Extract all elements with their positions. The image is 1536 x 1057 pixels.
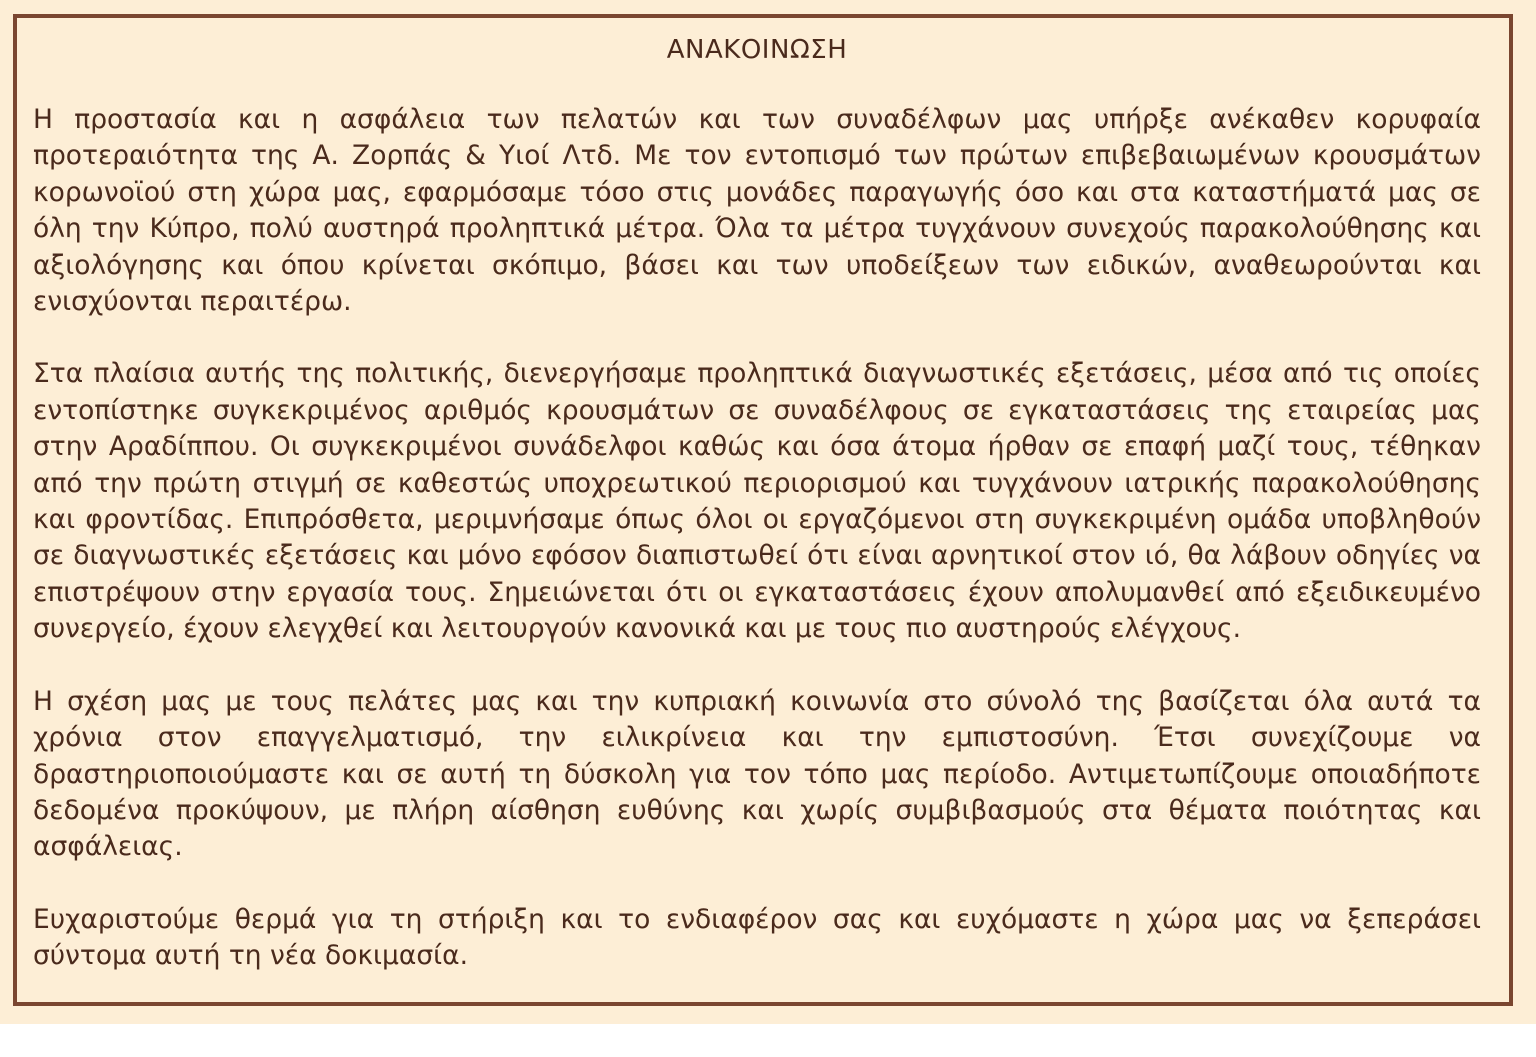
announcement-title: ΑΝΑΚΟΙΝΩΣΗ [666, 35, 848, 65]
paragraph-2: Στα πλαίσια αυτής της πολιτικής, διενεργήσαμε προληπτικά διαγνωστικές εξετάσεις, μέσα από τις οποίες εντοπίστηκε συγκεκριμένος αριθμός κρουσμάτων σε συναδέλφους σε εγκαταστάσεις της εταιρείας μας στην Αραδίππου. Οι συγκεκριμένοι συνάδελφοι καθώς και όσα άτομα ήρθαν σε επαφή μαζί τους, τέθηκαν από την πρώτη στιγμή σε καθεστώς υποχρεωτικού περιορισμού και τυγχάνουν ιατρικής παρακολούθησης και φροντίδας. Επιπρόσθετα, μεριμνήσαμε όπως όλοι οι εργαζόμενοι στη συγκεκριμένη ομάδα υποβληθούν σε διαγνωστικές εξετάσεις και μόνο εφόσον διαπιστωθεί ότι είναι αρνητικοί στον ιό, θα λάβουν οδηγίες να επιστρέψουν στην εργασία τους. Σημειώνεται ότι οι εγκαταστάσεις έχουν απολυμανθεί από εξειδικευμένο συνεργείο, έχουν ελεγχθεί και λειτουργούν κανονικά και με τους πιο αυστηρούς ελέγχους. [33, 358, 1481, 645]
paragraph-3: Η σχέση μας με τους πελάτες μας και την κυπριακή κοινωνία στο σύνολό της βασίζεται όλα αυτά τα χρόνια στον επαγγελματισμό, την ειλικρίνεια και την εμπιστοσύνη. Έτσι συνεχίζουμε να δραστηριοποιούμαστε και σε αυτή τη δύσκολη για τον τόπο μας περίοδο. Αντιμετωπίζουμε οποιαδήποτε δεδομένα προκύψουν, με πλήρη αίσθηση ευθύνης και χωρίς συμβιβασμούς στα θέματα ποιότητας και ασφάλειας. [33, 685, 1481, 863]
announcement-box [13, 14, 1513, 1006]
paragraph-4: Ευχαριστούμε θερμά για τη στήριξη και το ενδιαφέρον σας και ευχόμαστε η χώρα μας να ξεπεράσει σύντομα αυτή τη νέα δοκιμασία. [33, 903, 1481, 972]
paragraph-1: Η προστασία και η ασφάλεια των πελατών και των συναδέλφων μας υπήρξε ανέκαθεν κορυφαία προτεραιότητα της Α. Ζορπάς & Υιοί Λτδ. Με τον εντοπισμό των πρώτων επιβεβαιωμένων κρουσμάτων κορωνοϊού στη χώρα μας, εφαρμόσαμε τόσο στις μονάδες παραγωγής όσο και στα καταστήματά μας σε όλη την Κύπρο, πολύ αυστηρά προληπτικά μέτρα. Όλα τα μέτρα τυγχάνουν συνεχούς παρακολούθησης και αξιολόγησης και όπου κρίνεται σκόπιμο, βάσει και των υποδείξεων των ειδικών, αναθεωρούνται και ενισχύονται περαιτέρω. [33, 104, 1481, 318]
